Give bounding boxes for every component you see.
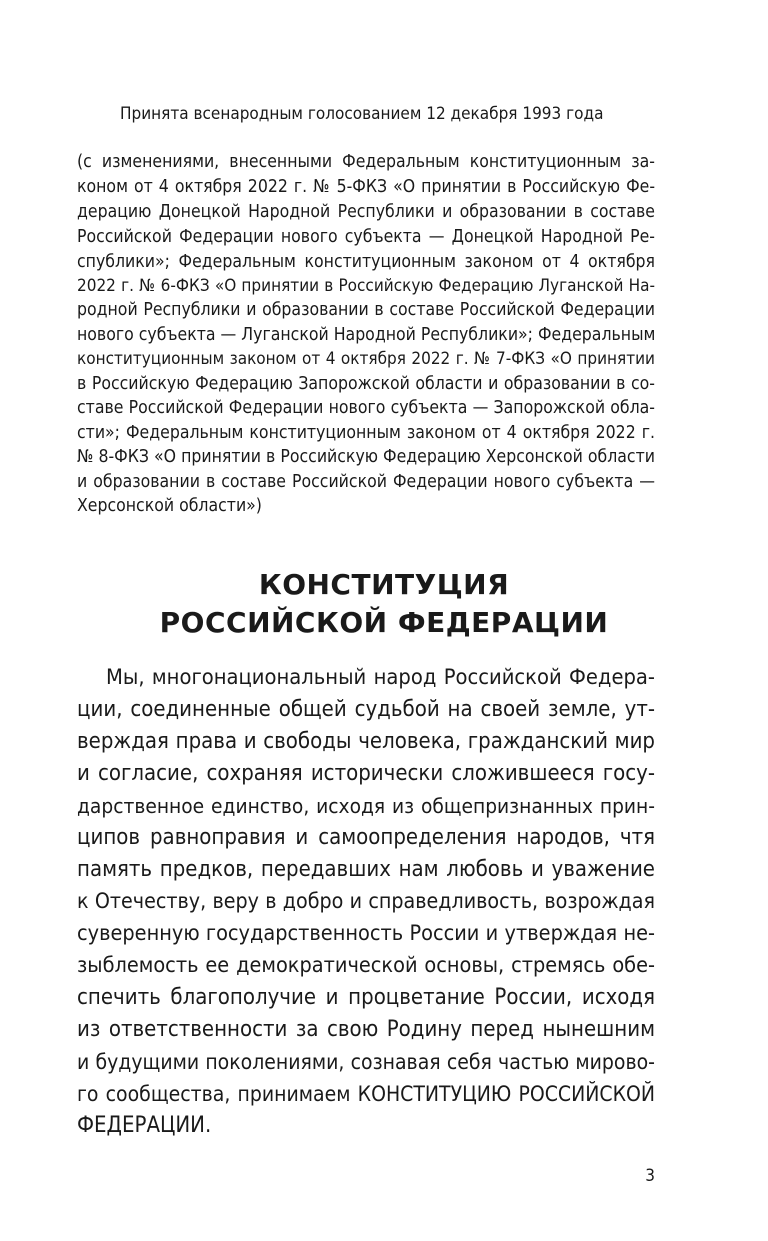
amendment-line: сти»; Федеральным конституционным законом от 4 октября 2022 г. <box>77 423 655 443</box>
preamble-line: суверенную государственность России и утверждая не- <box>77 921 655 946</box>
preamble-line: к Отечеству, веру в добро и справедливость, возрождая <box>77 889 655 914</box>
preamble-line: Мы, многонациональный народ Российской Федера- <box>106 665 655 690</box>
preamble-line: спечить благополучие и процветание России, исходя <box>77 985 655 1010</box>
preamble-line: память предков, передавших нам любовь и уважение <box>77 857 655 882</box>
amendment-line: Херсонской области») <box>77 496 262 516</box>
preamble-line: верждая права и свободы человека, гражданский мир <box>77 729 655 754</box>
document-title-line1: КОНСТИТУЦИЯ <box>258 568 510 601</box>
amendment-line: 2022 г. № 6-ФКЗ «О принятии в Российскую Федерацию Луганской На- <box>77 276 655 296</box>
amendment-line: дерацию Донецкой Народной Республики и образовании в составе <box>77 202 655 222</box>
preamble-line: из ответственности за свою Родину перед нынешним <box>77 1017 655 1042</box>
amendment-line: и образовании в составе Российской Федерации нового субъекта — <box>77 472 655 492</box>
preamble-line: дарственное единство, исходя из общепризнанных прин- <box>77 794 655 818</box>
amendment-line: спублики»; Федеральным конституционным законом от 4 октября <box>77 252 655 272</box>
preamble-line: и согласие, сохраняя исторически сложившееся госу- <box>77 761 655 786</box>
document-title-line2: РОССИЙСКОЙ ФЕДЕРАЦИИ <box>159 606 609 639</box>
amendment-line: конституционным законом от 4 октября 2022 г. № 7-ФКЗ «О принятии <box>77 349 655 369</box>
preamble-line: ции, соединенные общей судьбой на своей земле, ут- <box>77 697 655 722</box>
amendment-line: нового субъекта — Луганской Народной Республики»; Федеральным <box>77 325 656 345</box>
page-number: 3 <box>645 1166 655 1186</box>
preamble-line: ФЕДЕРАЦИИ. <box>77 1113 212 1138</box>
amendment-line: ставе Российской Федерации нового субъекта — Запорожской обла- <box>77 398 655 418</box>
amendment-line: № 8-ФКЗ «О принятии в Российскую Федерацию Херсонской области <box>77 447 655 467</box>
amendment-line: родной Республики и образовании в составе Российской Федерации <box>77 300 655 320</box>
preamble-line: ципов равноправия и самоопределения народов, чтя <box>77 825 655 850</box>
preamble-line: зыблемость ее демократической основы, стремясь обе- <box>77 953 655 978</box>
amendment-line: Российской Федерации нового субъекта — Донецкой Народной Ре- <box>77 227 655 247</box>
preamble-line: и будущими поколениями, сознавая себя частью мирово- <box>77 1050 655 1074</box>
amendment-line: коном от 4 октября 2022 г. № 5-ФКЗ «О принятии в Российскую Фе- <box>77 177 655 197</box>
preamble-line: го сообщества, принимаем КОНСТИТУЦИЮ РОССИЙСКОЙ <box>77 1082 655 1106</box>
adoption-note: Принята всенародным голосованием 12 декабря 1993 года <box>120 104 604 124</box>
amendment-line: в Российскую Федерацию Запорожской области и образовании в со- <box>77 374 655 394</box>
amendment-line: (с изменениями, внесенными Федеральным конституционным за- <box>77 152 655 172</box>
